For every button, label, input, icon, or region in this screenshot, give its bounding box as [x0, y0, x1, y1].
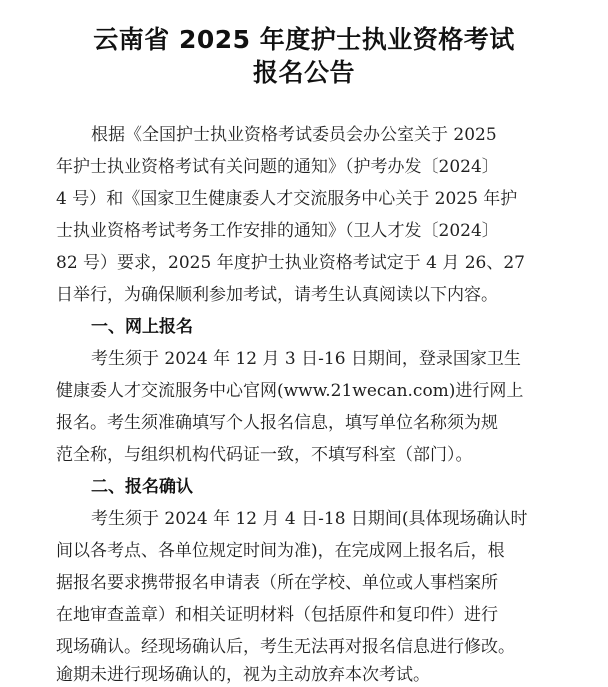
intro-line: 根据《全国护士执业资格考试委员会办公室关于 2025 [91, 125, 497, 145]
section-line: 考生须于 2024 年 12 月 3 日-16 日期间，登录国家卫生 [91, 349, 521, 369]
section-line: 报名。考生须准确填写个人报名信息，填写单位名称须为规 [56, 413, 498, 433]
intro-line: 年护士执业资格考试有关问题的通知》（护考办发〔2024〕 [56, 157, 499, 177]
section-heading: 二、报名确认 [91, 477, 193, 497]
section-line: 现场确认。经现场确认后，考生无法再对报名信息进行修改。 [56, 637, 515, 657]
section-line: 逾期未进行现场确认的，视为主动放弃本次考试。 [56, 665, 430, 685]
intro-line: 4 号）和《国家卫生健康委人才交流服务中心关于 2025 年护 [56, 189, 518, 209]
section-line: 范全称，与组织机构代码证一致，不填写科室（部门）。 [56, 445, 473, 465]
section-line: 健康委人才交流服务中心官网(www.21wecan.com)进行网上 [56, 381, 524, 401]
intro-line: 82 号）要求，2025 年度护士执业资格考试定于 4 月 26、27 [56, 253, 525, 273]
section-line: 在地审查盖章）和相关证明材料（包括原件和复印件）进行 [56, 605, 498, 625]
intro-line: 日举行，为确保顺利参加考试，请考生认真阅读以下内容。 [56, 285, 498, 305]
document-title-line2: 报名公告 [252, 58, 355, 87]
section-line: 据报名要求携带报名申请表（所在学校、单位或人事档案所 [56, 573, 498, 593]
document-title-line1: 云南省 2025 年度护士执业资格考试 [93, 25, 515, 54]
section-line: 间以各考点、各单位规定时间为准)，在完成网上报名后，根 [56, 541, 505, 561]
intro-line: 士执业资格考试考务工作安排的通知》（卫人才发〔2024〕 [56, 221, 499, 241]
section-heading: 一、网上报名 [91, 317, 193, 337]
section-line: 考生须于 2024 年 12 月 4 日-18 日期间(具体现场确认时 [91, 509, 528, 529]
